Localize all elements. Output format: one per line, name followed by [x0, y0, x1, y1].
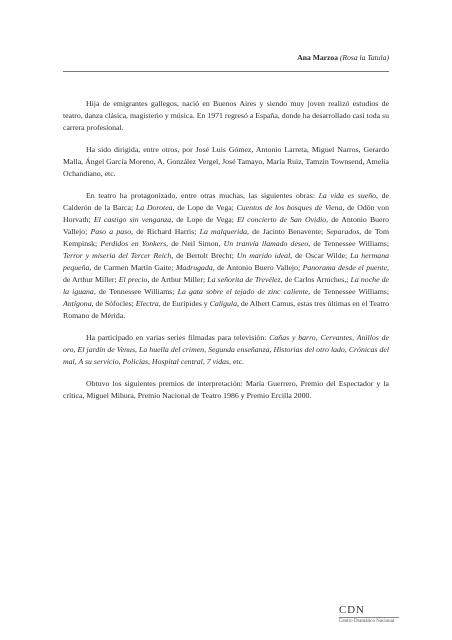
work-title: El castigo sin venganza [93, 215, 172, 225]
work-title: Electra [135, 298, 159, 308]
text-run: , de Antonio Buero Vallejo; [212, 262, 303, 272]
text-run: , de Tennessee Williams; [308, 286, 389, 296]
work-title: Paso a paso [90, 227, 132, 237]
biography-body [63, 98, 389, 412]
work-title: La hermana pequeña [63, 250, 390, 272]
text-run: En teatro ha protagonizado, entre otras muchas, las siguientes obras: [86, 191, 319, 201]
text-run: , de Oscar Wilde; [290, 250, 351, 260]
work-title: Perdidos en Yonkers [100, 239, 167, 249]
text-run: Ha participado en varias series filmadas para televisión: [86, 332, 270, 342]
paragraph-awards: Obtuvo los siguientes premios de interpretación: María Guerrero, Premio del Espectador y la crítica, Miguel Mihura, Premio Nacional de Teatro 1986 y Premio Ercilla 2000. [63, 379, 389, 401]
text-run: , de Antonio Buero Vallejo; [63, 215, 390, 237]
work-title: Panorama desde el puente [302, 262, 388, 272]
paragraph-theatre-works [63, 190, 389, 321]
text-run: , de Carlos Arniches,; [280, 274, 351, 284]
cdn-logo [339, 604, 399, 624]
cdn-logo-rule [339, 617, 399, 618]
text-run: , de Neil Simon, [166, 239, 224, 249]
text-run: , de Calderón de la Barca; [63, 191, 389, 213]
work-title: El concierto de San Ovidio [237, 215, 327, 225]
work-title: Un marido ideal [236, 250, 291, 260]
text-run: , de Lope de Vega; [171, 215, 238, 225]
work-title: El precio [118, 274, 148, 284]
cdn-logo-mark: CDN [339, 604, 365, 616]
text-run: , de Lope de Vega; [172, 203, 237, 213]
work-title: La malquerida [199, 227, 248, 237]
work-title: Un tranvía llamado deseo [223, 239, 309, 249]
text-run: , de Richard Harris; [131, 227, 200, 237]
work-title: Cañas y barro, Cervantes, Anillos de oro, El jardín de Venus, La huella del crimen, Segunda enseñanza, Historias del otro lado, Crónicas del mal, A su servicio, Policías, Hospital central, 7 vidas [63, 332, 389, 366]
work-title: La señorita de Trevélez [207, 274, 281, 284]
work-title: La noche de la iguana [63, 274, 390, 296]
text-run: , de Jacinto Benavente; [247, 227, 327, 237]
text-run: , de Eurípides y [158, 298, 210, 308]
text-run: , etc. [229, 356, 244, 366]
work-title: La Dorotea [135, 203, 173, 213]
header-rule [63, 71, 389, 72]
work-title: Cuentos de los bosques de Viena [236, 203, 343, 213]
author-name: Ana Marzoa [297, 53, 338, 62]
page-header [297, 53, 389, 62]
text-run: , de Tennessee Williams; [308, 239, 389, 249]
text-run: , de Bertolt Brecht; [171, 250, 237, 260]
work-title: La gata sobre el tejado de zinc caliente [177, 286, 309, 296]
text-run: , de Arthur Miller; [63, 262, 389, 284]
work-title: Madrugada [175, 262, 213, 272]
text-run: , de Tennessee Williams; [93, 286, 178, 296]
paragraph-directors: Ha sido dirigida, entre otros, por José Luis Gómez, Antonio Larreta, Miguel Narros, Gerardo Malla, Ángel García Moreno, A. González Vergel, José Tamayo, María Ruiz, Tamzin Townsend, Amelia Ochandiano, etc. [63, 145, 389, 179]
work-title: Calígula [209, 298, 237, 308]
author-alias: (Rosa la Tatula) [339, 53, 389, 62]
text-run: , de Carmen Martín Gaite; [89, 262, 176, 272]
paragraph-origin: Hija de emigrantes gallegos, nació en Buenos Aires y siendo muy joven realizó estudios de teatro, danza clásica, magisterio y música. En 1971 regresó a España, donde ha desarrollado casi toda su carrera profesional. [63, 99, 389, 132]
work-title: Terror y miseria del Tercer Reich [63, 250, 172, 260]
text-run: , de Odön von Horvath; [63, 203, 389, 225]
paragraph-television [63, 332, 389, 368]
work-title: La vida es sueño [318, 191, 376, 201]
text-run: , de Sófocles; [91, 298, 136, 308]
work-title: Antígona [63, 298, 92, 308]
work-title: Separados [326, 227, 360, 237]
text-run: , de Tom Kempinsk; [63, 227, 390, 249]
cdn-logo-text: Centro Dramático Nacional [339, 619, 395, 624]
text-run: , de Arthur Miller; [147, 274, 208, 284]
text-run: , de Albert Camus, estas tres últimas en el Teatro Romano de Mérida. [63, 298, 389, 320]
